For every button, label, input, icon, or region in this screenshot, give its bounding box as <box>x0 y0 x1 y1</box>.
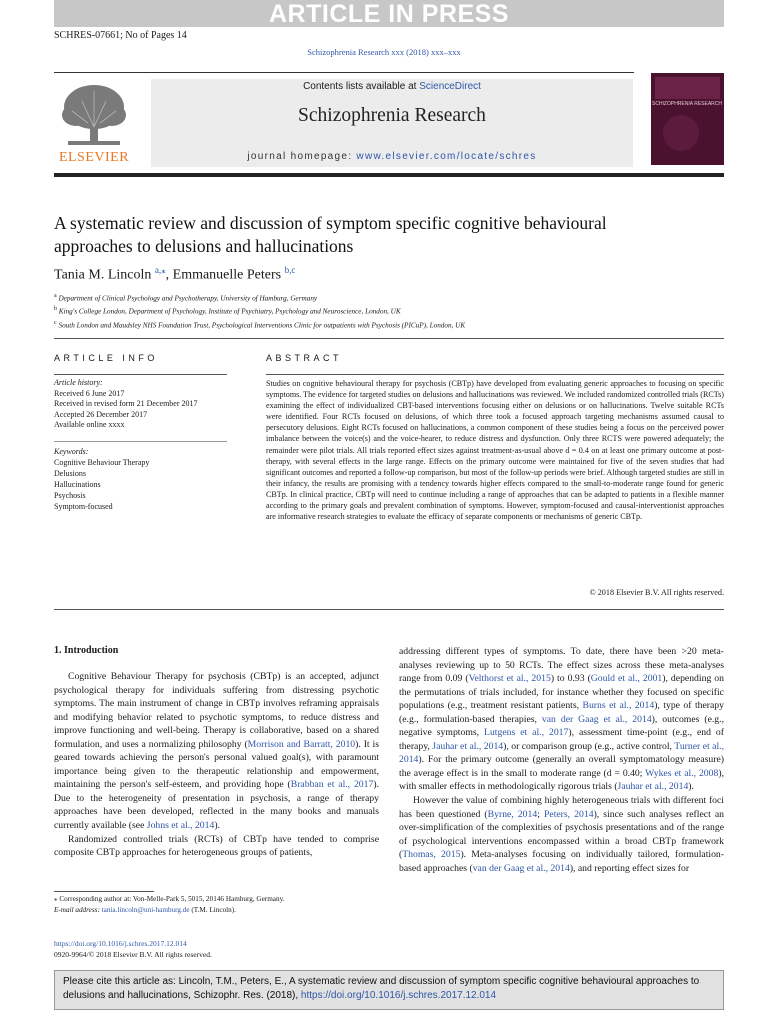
article-history <box>54 378 227 431</box>
keywords <box>54 446 227 512</box>
author-name: Emmanuelle Peters <box>172 267 282 283</box>
citation-link[interactable]: Lutgens et al., 2017 <box>484 727 569 739</box>
journal-header-box <box>151 79 633 167</box>
citation-link[interactable]: Peters, 2014 <box>544 808 594 820</box>
journal-reference: Schizophrenia Research xxx (2018) xxx–xxx <box>307 47 461 57</box>
keyword-item: Delusions <box>54 469 86 478</box>
citation-doi-link[interactable]: https://doi.org/10.1016/j.schres.2017.12.014 <box>300 990 497 1001</box>
citation-link[interactable]: Jauhar et al., 2014 <box>432 740 504 752</box>
keyword-item: Cognitive Behaviour Therapy <box>54 458 150 467</box>
affiliations <box>54 291 465 331</box>
article-history-label: Article history: <box>54 378 103 387</box>
citation-link[interactable]: van der Gaag et al., 2014 <box>472 862 570 874</box>
homepage-prefix: journal homepage: <box>247 151 357 162</box>
abstract-divider <box>266 374 724 375</box>
journal-homepage-link[interactable]: www.elsevier.com/locate/schres <box>356 151 537 162</box>
journal-homepage-line <box>151 151 633 162</box>
article-info-divider <box>54 374 227 375</box>
affiliation-item: $^b$ King's College London, Department of Psychology, Institute of Psychiatry, Psychology and Neuroscience, London, UK <box>54 306 401 316</box>
copyright-notice: © 2018 Elsevier B.V. All rights reserved. <box>589 588 724 597</box>
email-link[interactable]: tania.lincoln@uni-hamburg.de <box>101 906 190 914</box>
citation-link[interactable]: Turner et al., 2014 <box>399 740 725 766</box>
abstract-bottom-divider <box>54 609 724 610</box>
history-item: Accepted 26 December 2017 <box>54 409 148 419</box>
body-column-left <box>54 670 379 860</box>
cover-title: SCHIZOPHRENIA RESEARCH <box>651 101 723 107</box>
journal-title: Schizophrenia Research <box>298 105 486 126</box>
section-heading-introduction: 1. Introduction <box>54 645 119 656</box>
doi-link[interactable]: https://doi.org/10.1016/j.schres.2017.12.014 <box>54 939 187 948</box>
citation-link[interactable]: Thomas, 2015 <box>402 849 461 861</box>
paragraph: Randomized controlled trials (RCTs) of CBTp have tended to comprise composite CBTp approaches for heterogeneous groups of patients, <box>54 833 379 859</box>
author-affiliation-marker[interactable]: b,c <box>284 265 296 275</box>
sciencedirect-link[interactable]: ScienceDirect <box>419 81 481 92</box>
abstract-text: Studies on cognitive behavioural therapy for psychosis (CBTp) have developed from evaluating generic approaches to focusing on specific symptoms. The evidence for targeted studies on delusions and hallucinations was reviewed. We included randomized controlled trials (RCTs) examining the effect of individualized CBT-based interventions focusing either on delusions or on hallucinations. Twelve suitable RCTs were identified. Four RCTs focused on delusions, of which three took a focused approach targeting mechanisms assumed causal to persecutory delusions. Eight RCTs focused on hallucinations, a common component of these studies being a focus on the perceived power imbalance between the voice(s) and the voice-hearer, to reduce distress and dysfunction. Only three RCTS were powered adequately; the remainder were pilot trials. All trials reported effect sizes against treatment-as-usual above d = 0.4 on at least one primary outcome at post-therapy, with several effects in the large range. Effects on the primary outcome were maintained for five of the seven studies that had significant outcomes and reported a follow-up comparison, but most of the follow-up periods were brief. Although targeted studies are still in their infancy, the results are promising with a tendency towards higher effects compared to the small-to-moderate range found for generic CBTp. In clinical practice, CBTp will need to continue including a range of approaches that can be adapted to patients in a flexible manner according to the primary goals and prevalent combination of symptoms. However, symptom-focused and causal-interventionist approaches are informative research strategies to evaluate the efficacy of separate components or mechanisms of generic CBTp. <box>266 379 724 522</box>
history-item: Received 6 June 2017 <box>54 388 125 398</box>
citation-link[interactable]: Brabban et al., 2017 <box>290 779 374 791</box>
author-affiliation-marker[interactable]: a,⁎ <box>154 265 166 275</box>
contents-prefix: Contents lists available at <box>303 81 420 92</box>
section-divider <box>54 338 724 339</box>
affiliation-item: $^a$ Department of Clinical Psychology and Psychotherapy, University of Hamburg, Germany <box>54 293 318 303</box>
citation-notice-box <box>54 970 724 1010</box>
citation-link[interactable]: van der Gaag et al., 2014 <box>541 713 652 725</box>
journal-cover-thumbnail <box>651 73 724 165</box>
issn-line: 0920-9964/© 2018 Elsevier B.V. All rights reserved. <box>54 950 212 959</box>
citation-link[interactable]: Morrison and Barratt, 2010 <box>247 738 356 750</box>
citation-link[interactable]: Gould et al., 2001 <box>590 673 663 685</box>
citation-link[interactable]: Burns et al., 2014 <box>582 700 655 712</box>
citation-link[interactable]: Wykes et al., 2008 <box>645 767 719 779</box>
elsevier-wordmark: ELSEVIER <box>58 150 130 165</box>
email-line: E-mail address: tania.lincoln@uni-hamburg.de (T.M. Lincoln). <box>54 906 236 914</box>
keywords-label: Keywords: <box>54 447 89 456</box>
corresponding-author: ⁎ Corresponding author at: Von-Melle-Park 5, 5015, 20146 Hamburg, Germany. <box>54 895 285 903</box>
citation-link[interactable]: Jauhar et al., 2014 <box>617 781 689 793</box>
manuscript-id: SCHRES-07661; No of Pages 14 <box>54 30 187 41</box>
article-title: A systematic review and discussion of symptom specific cognitive behavioural approaches to delusions and hallucinations <box>54 213 607 256</box>
paragraph: Cognitive Behaviour Therapy for psychosis (CBTp) is an accepted, adjunct psychological therapy for individuals suffering from distressing psychotic symptoms. The main instrument of change in CBTp involves reframing appraisals and modifying behavior related to psychotic symptoms, to reduce distress and improve functioning and well-being. Therapy is collaborative, based on a shared formulation, and uses a normalizing philosophy (Morrison and Barratt, 2010). It is geared towards achieving the person's personal valued goal(s), with paramount importance being given to the therapeutic relationship and empowerment, maintaining the person's self-esteem, and providing hope (Brabban et al., 2017). Due to the heterogeneity of presentation in psychosis, a range of therapy approaches have been developed, reflected in the many books and manuals currently available (see Johns et al., 2014). <box>54 671 379 832</box>
keyword-item: Psychosis <box>54 491 86 500</box>
author-list <box>54 265 295 284</box>
footnote-divider <box>54 891 154 892</box>
keyword-item: Symptom-focused <box>54 502 113 511</box>
author-name: Tania M. Lincoln <box>54 267 152 283</box>
corresponding-author-footnote <box>54 894 384 916</box>
contents-line <box>151 81 633 92</box>
affiliation-item: $^c$ South London and Maudsley NHS Foundation Trust, Psychological Interventions Clinic for outpatients with Psychosis (PICuP), London, UK <box>54 319 466 330</box>
citation-link[interactable]: Byrne, 2014 <box>487 808 538 820</box>
abstract-heading: ABSTRACT <box>266 353 343 363</box>
citation-link[interactable]: Velthorst et al., 2015 <box>468 673 551 685</box>
body-column-right <box>399 645 724 875</box>
citation-text: Please cite this article as: Lincoln, T.M., Peters, E., A systematic review and discussion of symptom specific cognitive behavioural approaches to delusions and hallucinations, Schizophr. Res. (2018), <box>63 976 700 1001</box>
paragraph: However the value of combining highly heterogeneous trials with different foci has been questioned (Byrne, 2014; Peters, 2014), since such analyses reflect an over-simplification of the complexities of psychosis presentations and of the range of psychological interventions encompassed within a broad CBTp framework (Thomas, 2015). Meta-analyses focusing on individually tailored, formulation-based approaches (van der Gaag et al., 2014), and reporting effect sizes for <box>399 795 724 874</box>
article-in-press-banner: ARTICLE IN PRESS <box>54 0 724 27</box>
article-info-heading: ARTICLE INFO <box>54 353 158 363</box>
header-divider <box>54 72 634 73</box>
history-item: Received in revised form 21 December 2017 <box>54 399 198 408</box>
paragraph: addressing different types of symptoms. To date, there have been >20 meta-analyses reviewing up to 50 RCTs. The effect sizes across these meta-analyses range from 0.09 (Velthorst et al., 2015) to 0.93 (Gould et al., 2001), depending on the permutations of trials included, for instance whether they focused on specific populations (e.g., treatment resistant patients, Burns et al., 2014), type of therapy (e.g., formulation-based therapies, van der Gaag et al., 2014), outcomes (e.g., negative symptoms, Lutgens et al., 2017), assessment time-point (e.g., end of therapy, Jauhar et al., 2014), or comparison group (e.g., active control, Turner et al., 2014). For the primary outcome (generally an overall symptomatology measure) the average effect is in the small to moderate range (d = 0.40; Wykes et al., 2008), with smaller effects in methodologically rigorous trials (Jauhar et al., 2014). <box>399 646 725 793</box>
author-separator: , <box>165 267 173 283</box>
citation-link[interactable]: Johns et al., 2014 <box>146 820 215 832</box>
history-item: Available online xxxx <box>54 420 125 429</box>
header-thick-divider <box>54 173 724 177</box>
keyword-item: Hallucinations <box>54 480 101 489</box>
keywords-divider <box>54 441 227 442</box>
